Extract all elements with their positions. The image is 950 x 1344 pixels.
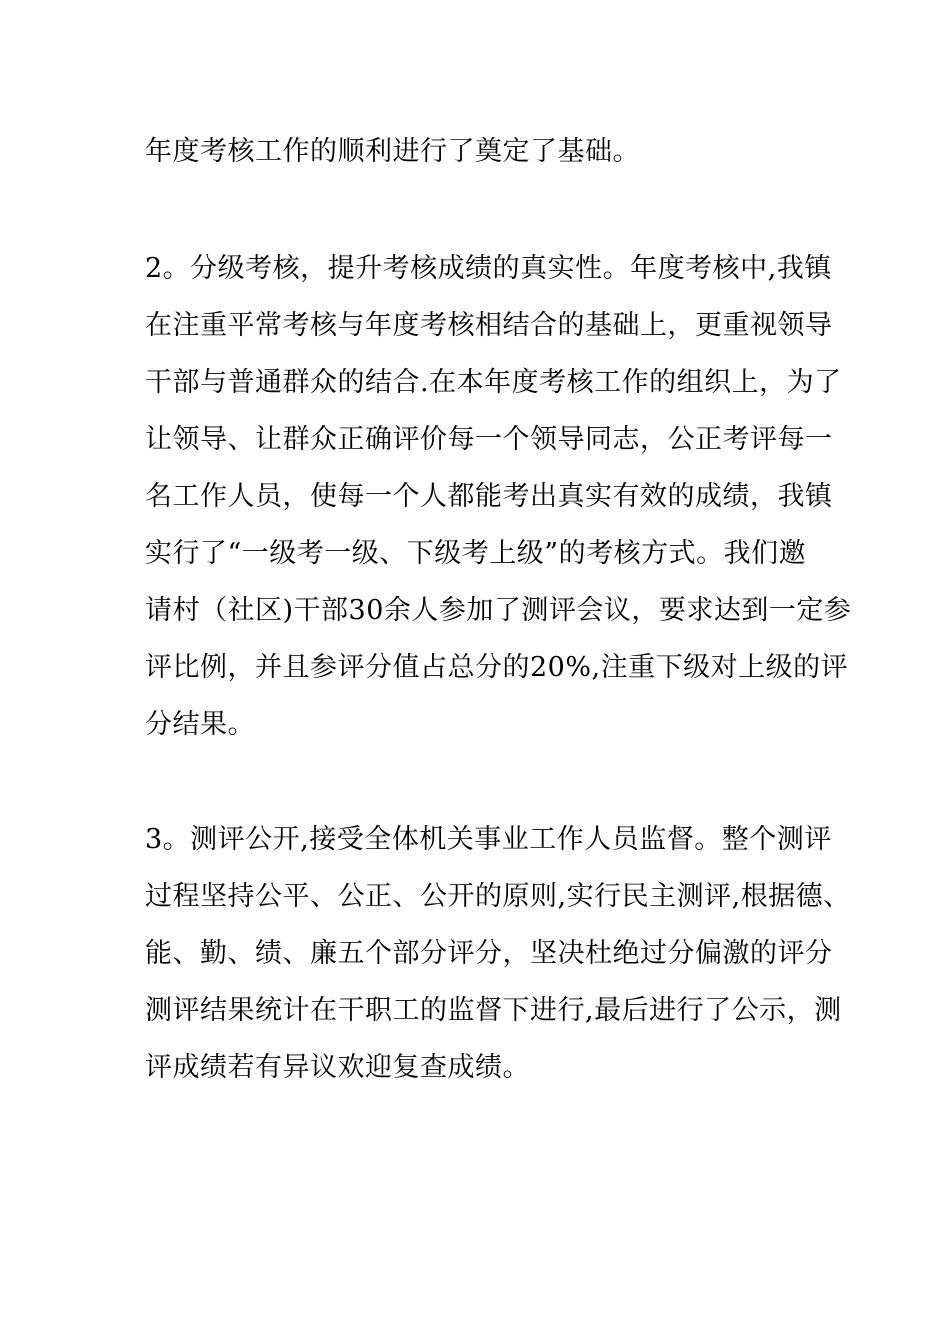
text-line: 测评结果统计在干职工的监督下进行,最后进行了公示，测 <box>145 995 842 1026</box>
text-line: 评成绩若有异议欢迎复查成绩。 <box>145 1052 530 1083</box>
text-line: 请村（社区)干部30余人参加了测评会议，要求达到一定参 <box>145 595 852 626</box>
text-line: 让领导、让群众正确评价每一个领导同志，公正考评每一 <box>145 424 833 455</box>
text-line: 名工作人员，使每一个人都能考出真实有效的成绩，我镇 <box>145 481 833 512</box>
text-line: 干部与普通群众的结合.在本年度考核工作的组织上，为了 <box>145 367 842 398</box>
text-line: 过程坚持公平、公正、公开的原则,实行民主测评,根据德、 <box>145 881 851 912</box>
text-line: 实行了“一级考一级、下级考上级”的考核方式。我们邀 <box>145 538 807 569</box>
text-line: 分结果。 <box>145 709 255 740</box>
text-line: 年度考核工作的顺利进行了奠定了基础。 <box>145 136 640 167</box>
text-line: 在注重平常考核与年度考核相结合的基础上，更重视领导 <box>145 310 833 341</box>
text-line: 2。分级考核，提升考核成绩的真实性。年度考核中,我镇 <box>145 253 832 284</box>
text-line: 能、勤、绩、廉五个部分评分，坚决杜绝过分偏激的评分 <box>145 938 833 969</box>
text-line: 评比例，并且参评分值占总分的20%,注重下级对上级的评 <box>145 652 849 683</box>
text-line: 3。测评公开,接受全体机关事业工作人员监督。整个测评 <box>145 824 832 855</box>
